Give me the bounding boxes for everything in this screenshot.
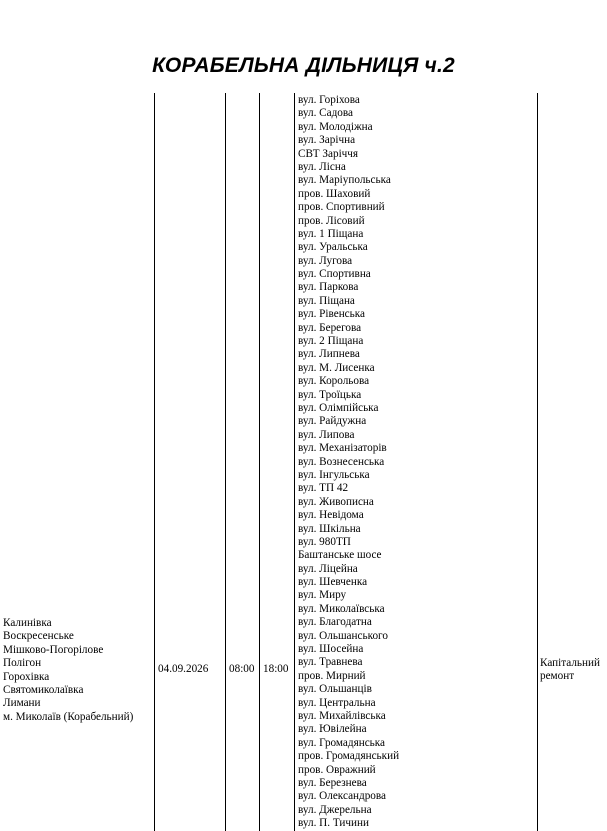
street-item: вул. Центральна [298, 696, 376, 709]
street-item: вул. Джерельна [298, 803, 372, 816]
settlement-name: Полігон [3, 657, 42, 670]
street-item: вул. Паркова [298, 281, 359, 294]
street-item: вул. Миколаївська [298, 602, 385, 615]
table-divider [537, 93, 538, 831]
street-item: пров. Шаховий [298, 187, 371, 200]
street-item: вул. Липнева [298, 348, 360, 361]
settlement-name: Калинівка [3, 617, 52, 629]
settlement-name: Лимани [3, 697, 41, 710]
street-item: вул. М. Лисенка [298, 361, 375, 374]
street-item: вул. Шевченка [298, 576, 368, 589]
street-item: вул. ТП 42 [298, 482, 349, 495]
street-item: вул. Липова [298, 428, 355, 441]
street-item: вул. Шкільна [298, 522, 361, 535]
street-item: вул. П. Тичини [298, 817, 369, 830]
street-item: вул. 980ТП [298, 535, 351, 548]
street-item: вул. Спортивна [298, 268, 371, 281]
street-item: вул. Живописна [298, 495, 374, 508]
street-item: Баштанське шосе [298, 549, 382, 562]
street-item: пров. Спортивний [298, 201, 385, 214]
table-divider [225, 93, 226, 831]
table-divider [259, 93, 260, 831]
street-item: вул. Благодатна [298, 616, 372, 629]
street-item: вул. Уральська [298, 241, 368, 254]
table-divider [294, 93, 295, 831]
street-item: вул. Вознесенська [298, 455, 385, 468]
street-item: вул. Рівенська [298, 308, 365, 321]
reason-line: Капітальний [540, 657, 600, 669]
settlement-name: м. Миколаїв (Корабельний) [3, 710, 134, 723]
street-item: вул. 1 Піщана [298, 227, 364, 240]
settlement-name: Горохівка [3, 670, 50, 683]
street-item: вул. Ліцейна [298, 562, 358, 575]
table-divider [154, 93, 155, 831]
reason-cell [540, 657, 600, 684]
settlement-name: Святомиколаївка [3, 683, 84, 696]
street-item: вул. Травнева [298, 656, 363, 669]
settlement-name: Мішково-Погорілове [3, 643, 104, 656]
street-item: вул. Олімпійська [298, 401, 379, 414]
street-item: вул. Шосейна [298, 643, 364, 656]
street-item: вул. Олександрова [298, 790, 386, 803]
street-item: вул. Михайлівська [298, 709, 386, 722]
street-item: вул. Молодіжна [298, 120, 373, 133]
street-item: СВТ Заріччя [298, 147, 359, 160]
street-item: вул. Троїцька [298, 388, 362, 401]
reason-line: ремонт [540, 670, 575, 683]
settlements-cell [3, 617, 133, 724]
street-item: вул. Горіхова [298, 94, 360, 106]
street-item: вул. Березнева [298, 776, 367, 789]
street-item: вул. Механізаторів [298, 442, 387, 455]
page-title: КОРАБЕЛЬНА ДІЛЬНИЦЯ ч.2 [152, 54, 455, 77]
street-item: вул. Інгульська [298, 468, 370, 481]
street-item: вул. Ювілейна [298, 723, 367, 736]
street-item: вул. Лугова [298, 254, 353, 267]
date-cell: 04.09.2026 [158, 663, 209, 675]
street-item: вул. Піщана [298, 294, 355, 307]
street-item: пров. Мирний [298, 669, 366, 682]
street-item: пров. Громадянський [298, 750, 400, 763]
street-item: вул. Громадянська [298, 736, 386, 749]
streets-cell [298, 94, 399, 830]
settlement-name: Воскресенське [3, 630, 74, 643]
street-item: вул. 2 Піщана [298, 335, 364, 348]
street-item: вул. Райдужна [298, 415, 367, 428]
time-end-cell: 18:00 [263, 663, 289, 675]
street-item: вул. Зарічна [298, 134, 356, 147]
street-item: пров. Лісовий [298, 214, 365, 227]
street-item: вул. Ольшанців [298, 683, 372, 696]
street-item: вул. Садова [298, 107, 353, 120]
street-item: вул. Корольова [298, 375, 370, 388]
street-item: вул. Ольшанського [298, 629, 388, 642]
street-item: вул. Лісна [298, 160, 346, 173]
street-item: вул. Невідома [298, 509, 364, 522]
street-item: пров. Овражний [298, 763, 376, 776]
time-start-cell: 08:00 [229, 663, 255, 675]
street-item: вул. Берегова [298, 321, 362, 334]
street-item: вул. Миру [298, 589, 347, 602]
street-item: вул. Маріупольська [298, 174, 391, 187]
